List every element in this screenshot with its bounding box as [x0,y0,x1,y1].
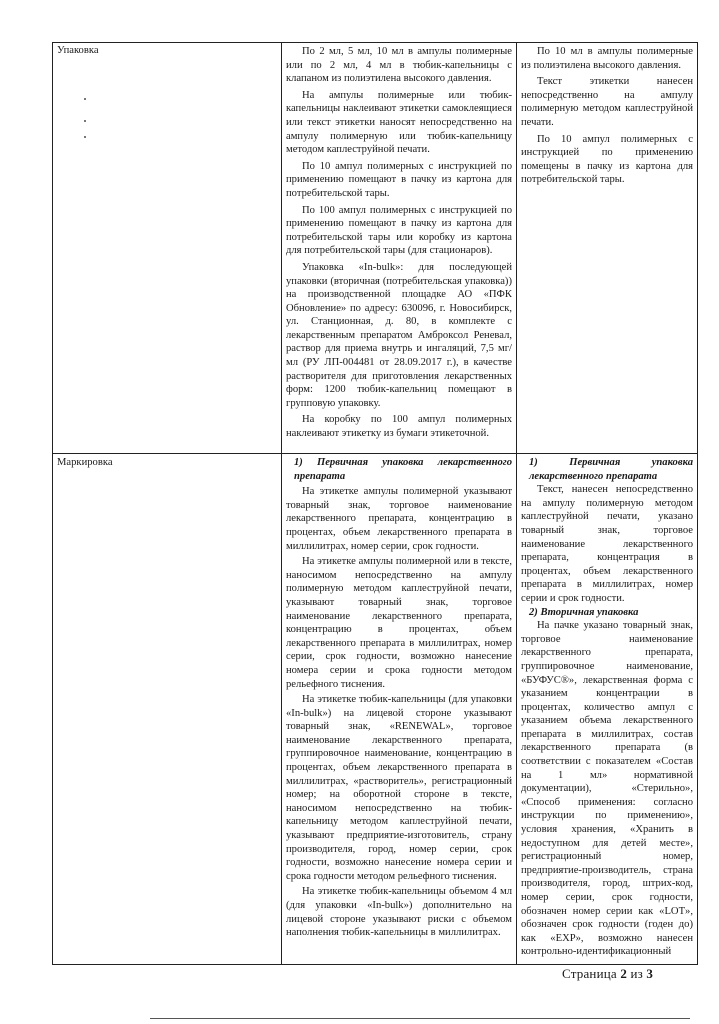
paragraph: По 10 ампул полимерных с инструкцией по применению помещают в пачку из картона для потребительской тары. [286,160,512,199]
page-current: 2 [620,966,628,981]
document-table [52,42,698,965]
scan-speck [84,120,86,122]
proposed-text-cell [517,454,698,965]
paragraph: На этикетке ампулы полимерной указывают товарный знак, торговое наименование лекарственного препарата, концентрацию в процентах, объем лекарственного препарата в миллилитрах, номер серии, срок годности. [286,486,512,552]
paragraph: На этикетке тюбик-капельницы (для упаковки «In-bulk») на лицевой стороне указывают товарный знак, «RENEWAL», торговое наименование лекарственного препарата, группировочное наименование, концентрацию в процентах, объем лекарственного препарата в миллилитрах, «растворитель», регистрационный номер; на оборотной стороне в тексте, наносимом непосредственно на тюбик-капельницу методом каплеструйной печати, указывают предприятие-изготовитель, страну производителя, город, номер серии, срок годности, возможно нанесение номера серии и срока годности методом рельефного тиснения. [286,694,512,882]
page-prefix: Страница [562,966,617,981]
page-total: 3 [646,966,654,981]
row-label-cell [53,43,282,454]
paragraph: Текст этикетки нанесен непосредственно на ампулу полимерную методом каплеструйной печати. [521,76,693,128]
section-heading: 2) Вторичная упаковка [529,606,639,618]
row-label-cell [53,454,282,965]
paragraph: На пачке указано товарный знак, торговое наименование лекарственного препарата, группировочное наименование, «БУФУС®», лекарственная форма с указанием концентрации в процентах, количество ампул с указанием объема лекарственного препарата в миллилитрах, состав лекарственного препарата (в соответствии с показателем «Состав на 1 мл» нормативной документации), «Стерильно», «Способ применения: согласно инструкции по применению», условия хранения, «Хранить в недоступном для детей месте», регистрационный номер, предприятие-производитель, страна производителя, город, штрих-код, номер серии, срок годности, обозначен номер серии как «LOT», обозначен срок годности (годен до) как «EXP», возможно нанесен контрольно-идентификационный [521,620,693,958]
paragraph: По 10 мл в ампулы полимерные из полиэтилена высокого давления. [521,46,693,71]
paragraph: По 100 ампул полимерных с инструкцией по применению помещают в пачку из картона для потребительской тары или коробку из картона для потребительской тары (для стационаров). [286,204,512,257]
proposed-text-cell [517,43,698,454]
table-row-labeling [53,454,698,965]
row-label: Маркировка [57,457,113,468]
section-heading: 1) Первичная упаковка лекарственного препарата [529,457,693,482]
section-heading: 1) Первичная упаковка лекарственного препарата [294,457,512,482]
paragraph: Текст, нанесен непосредственно на ампулу полимерную методом каплеструйной печати, указано товарный знак, торговое наименование лекарственного препарата, концентрация в процентах, объем лекарственного препарата в миллилитрах, номер серии и срок годности. [521,484,693,604]
scan-speck [84,136,86,138]
paragraph: На этикетке ампулы полимерной или в тексте, наносимом непосредственно на ампулу полимерную методом каплеструйной печати, указывают товарный знак, торговое наименование лекарственного препарата, концентрацию в процентах, объем лекарственного препарата в миллилитрах, номер серии, срок годности, возможно нанесение номера серии и срока годности методом рельефного тиснения. [286,556,512,690]
paragraph: Упаковка «In-bulk»: для последующей упаковки (вторичная (потребительская упаковка)) на производственной площадке АО «ПФК Обновление» по адресу: 630096, г. Новосибирск, ул. Станционная, д. 80, в комплекте с лекарственным препаратом Амброксол Реневал, раствор для приема внутрь и ингаляций, 7,5 мг/мл (РУ ЛП-004481 от 28.09.2017 г.), в качестве растворителя для приготовления лекарственных форм: 1200 тюбик-капельниц помещают в групповую упаковку. [286,261,512,409]
current-text-cell [282,43,517,454]
row-label: Упаковка [57,45,99,56]
current-text-cell [282,454,517,965]
paragraph: На коробку по 100 ампул полимерных наклеивают этикетку из бумаги этикеточной. [286,414,512,440]
page-number [562,966,653,982]
scan-speck [84,98,86,100]
paragraph: На этикетке тюбик-капельницы объемом 4 мл (для упаковки «In-bulk») дополнительно на лицевой стороне указывают риски с объемом наполнения тюбик-капельницы в миллилитрах. [286,886,512,939]
page-separator: из [630,966,643,981]
bottom-divider [150,1018,690,1019]
paragraph: По 2 мл, 5 мл, 10 мл в ампулы полимерные или по 2 мл, 4 мл в тюбик-капельницы с клапаном из полиэтилена высокого давления. [286,46,512,85]
paragraph: По 10 ампул полимерных с инструкцией по применению помещены в пачку из картона для потребительской тары. [521,133,693,186]
table-row-packaging [53,43,698,454]
paragraph: На ампулы полимерные или тюбик-капельницы наклеивают этикетки самоклеящиеся или текст этикетки наносят непосредственно на ампулу полимерную или тюбик-капельницу методом каплеструйной печати. [286,89,512,156]
